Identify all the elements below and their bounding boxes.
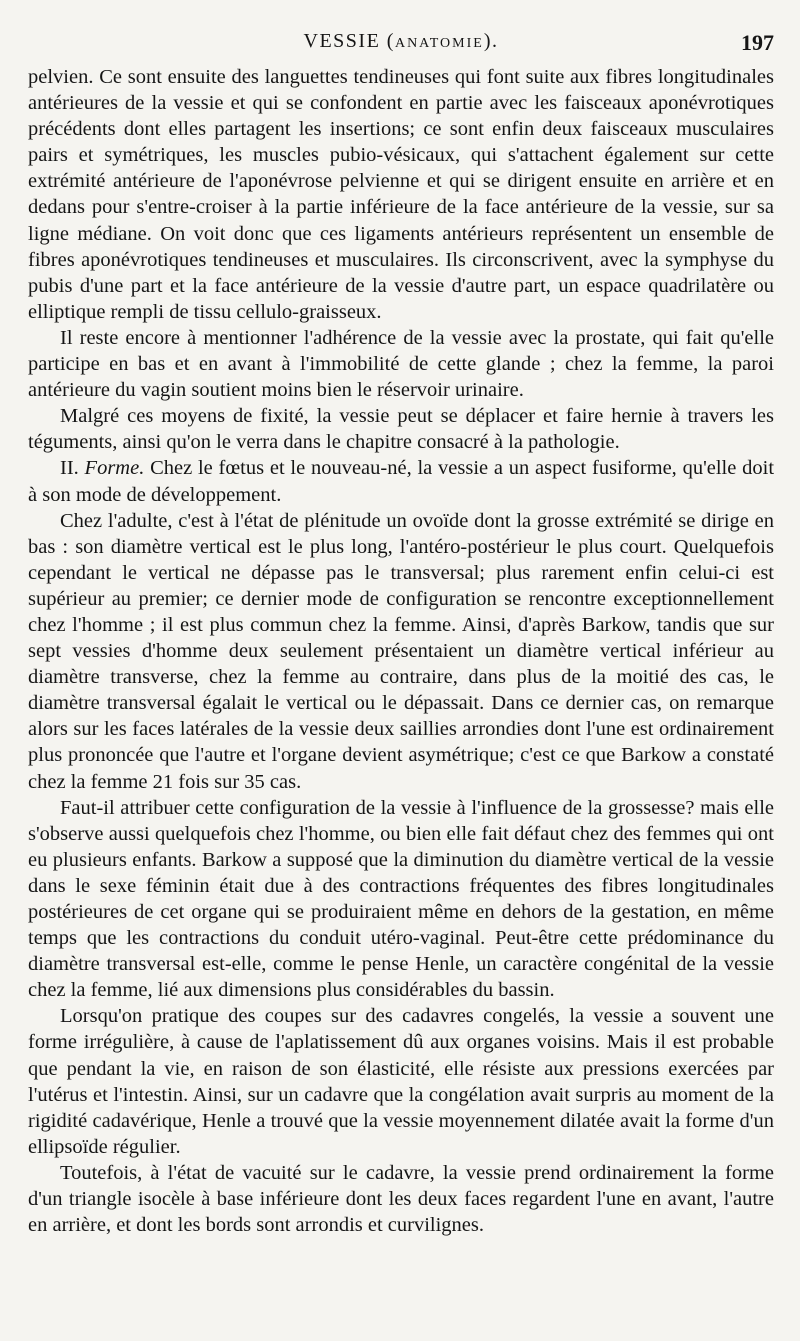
section-text: Chez le fœtus et le nouveau-né, la vessie a un aspect fusiforme, qu'elle doit à son mode de développement. <box>28 457 775 506</box>
paragraph-continued: pelvien. Ce sont ensuite des languettes tendineuses qui font suite aux fibres longitudinales antérieures de la vessie et qui se confondent en partie avec les faisceaux aponévrotiques précédents dont elles partagent les insertions; ce sont enfin deux faisceaux musculaires pairs et symétriques, les muscles pubio-vésicaux, qui s'attachent également sur cette extrémité antérieure de l'aponévrose pelvienne et qui se dirigent ensuite en arrière et en dedans pour s'entre-croiser à la partie inférieure de la face antérieure de la vessie, sur sa ligne médiane. On voit donc que ces ligaments antérieurs représentent un ensemble de fibres aponévrotiques tendineuses et musculaires. Ils circonscrivent, avec la symphyse du pubis d'une part et la face antérieure de la vessie d'autre part, un espace quadrilatère ou elliptique rempli de tissu cellulo-graisseux. <box>28 66 774 323</box>
paragraph-fixite: Malgré ces moyens de fixité, la vessie peut se déplacer et faire hernie à travers les téguments, ainsi qu'on le verra dans le chapitre consacré à la pathologie. <box>28 405 774 454</box>
paragraph-forme <box>28 455 774 507</box>
body-text <box>28 64 774 1238</box>
running-title <box>28 30 774 53</box>
section-number: II. <box>60 457 79 480</box>
page-number: 197 <box>741 30 774 55</box>
paragraph-adulte: Chez l'adulte, c'est à l'état de plénitude un ovoïde dont la grosse extrémité se dirige en bas : son diamètre vertical est le plus long, l'antéro-postérieur le plus court. Quelquefois cependant le vertical ne dépasse pas le transversal; plus rarement enfin celui-ci est supérieur au premier; ce dernier mode de configuration se rencontre exceptionnellement chez l'homme ; il est plus commun chez la femme. Ainsi, d'après Barkow, tandis que sur sept vessies d'homme deux seulement présentaient un diamètre vertical inférieur au diamètre transverse, chez la femme au contraire, dans plus de la moitié des cas, le diamètre transversal égalait le vertical ou le dépassait. Dans ce dernier cas, on remarque alors sur les faces latérales de la vessie deux saillies arrondies dont l'une est ordinairement plus prononcée que l'autre et l'organe devient asymétrique; c'est ce que Barkow a constaté chez la femme 21 fois sur 35 cas. <box>28 509 774 793</box>
paragraph-prostate: Il reste encore à mentionner l'adhérence de la vessie avec la prostate, qui fait qu'elle participe en bas et en avant à l'immobilité de cette glande ; chez la femme, la paroi antérieure du vagin soutient moins bien le réservoir urinaire. <box>28 326 774 402</box>
running-title-smallcaps: ANATOMIE <box>394 36 484 51</box>
running-header <box>28 24 774 64</box>
section-title: Forme. <box>84 457 145 480</box>
paragraph-vacuite: Toutefois, à l'état de vacuité sur le cadavre, la vessie prend ordinairement la forme d'un triangle isocèle à base inférieure dont les deux faces regardent l'une en avant, l'autre en arrière, et dont les bords sont arrondis et curvilignes. <box>28 1161 774 1237</box>
running-title-end: ). <box>483 30 499 52</box>
running-title-main: VESSIE ( <box>303 30 395 52</box>
paragraph-coupes: Lorsqu'on pratique des coupes sur des cadavres congelés, la vessie a souvent une forme irrégulière, à cause de l'aplatissement dû aux organes voisins. Mais il est probable que pendant la vie, en raison de son élasticité, elle résiste aux pressions exercées par l'utérus et l'intestin. Ainsi, sur un cadavre que la congélation avait surpris au moment de la rigidité cadavérique, Henle a trouvé que la vessie moyennement dilatée avait la forme d'un ellipsoïde régulier. <box>28 1005 774 1158</box>
document-page <box>28 24 774 1238</box>
paragraph-grossesse: Faut-il attribuer cette configuration de la vessie à l'influence de la grossesse? mais elle s'observe aussi quelquefois chez l'homme, ou bien elle fait défaut chez des femmes qui ont eu plusieurs enfants. Barkow a supposé que la diminution du diamètre vertical de la vessie dans le sexe féminin était due à des contractions fréquentes des fibres longitudinales postérieures de cet organe qui se produiraient même en dehors de la gestation, en même temps que les contractions du conduit utéro-vaginal. Peut-être cette prédominance du diamètre transversal est-elle, comme le pense Henle, un caractère congénital de la vessie chez la femme, lié aux dimensions plus considérables du bassin. <box>28 796 774 1002</box>
